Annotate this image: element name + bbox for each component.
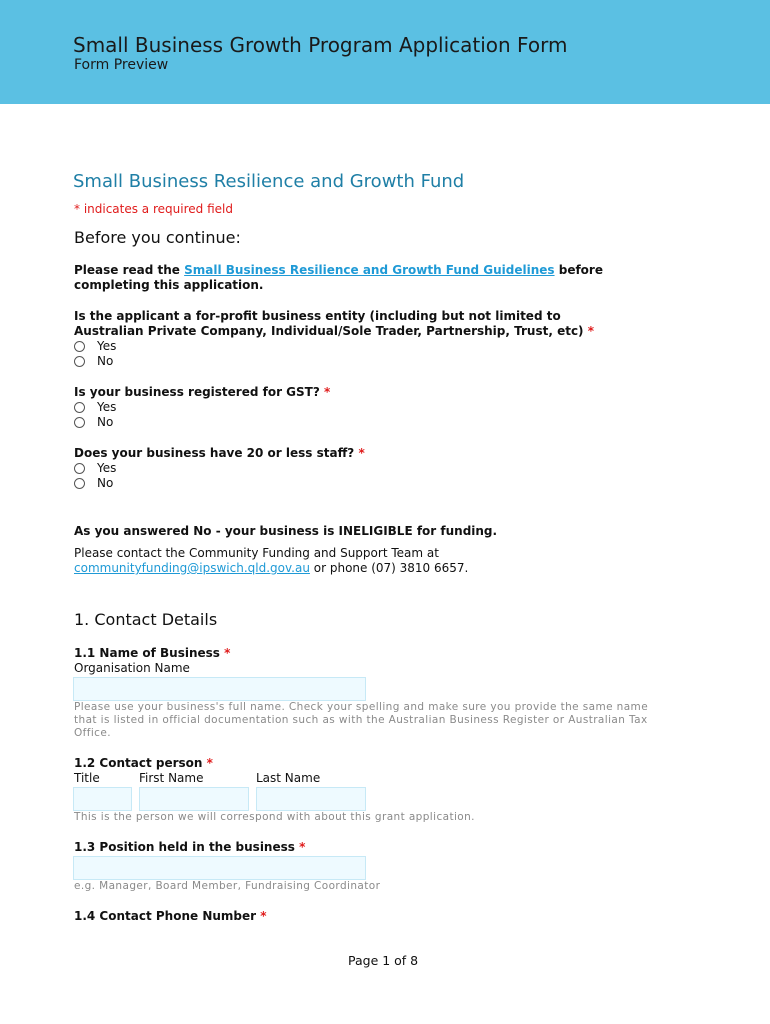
required-star: * (206, 756, 213, 770)
page-number: Page 1 of 8 (348, 953, 419, 968)
required-star: * (358, 446, 365, 460)
contact-email-link[interactable]: communityfunding@ipswich.qld.gov.au (74, 561, 310, 575)
required-note: * indicates a required field (74, 202, 233, 216)
title-input[interactable] (73, 787, 132, 811)
radio-gst-yes[interactable]: Yes (74, 400, 116, 414)
radio-circle-icon[interactable] (74, 417, 85, 428)
required-star: * (299, 840, 306, 854)
required-star: * (587, 324, 595, 338)
question-for-profit: Is the applicant a for-profit business entity (including but not limited to (74, 309, 561, 323)
section-contact-details: 1. Contact Details (74, 610, 218, 629)
question-staff: Does your business have 20 or less staff? * (74, 446, 365, 460)
label-phone: 1.4 Contact Phone Number * (74, 909, 267, 923)
ineligible-heading: As you answered No - your business is INELIGIBLE for funding. (74, 524, 498, 538)
label-position: 1.3 Position held in the business * (74, 840, 306, 854)
contact-team-text: Please contact the Community Funding and Support Team at (74, 546, 439, 560)
label-title: Title (74, 771, 100, 785)
label-last-name: Last Name (256, 771, 321, 785)
radio-circle-icon[interactable] (74, 341, 85, 352)
form-subtitle: Form Preview (74, 57, 169, 73)
radio-staff-no[interactable]: No (74, 476, 113, 490)
hint-business-name-2: that is listed in official documentation such as with the Australian Business Register or Australian Tax (74, 714, 648, 726)
hint-business-name-3: Office. (74, 727, 111, 739)
guidelines-text: Please read the Small Business Resilience and Growth Fund Guidelines before (74, 263, 603, 277)
radio-circle-icon[interactable] (74, 463, 85, 474)
label-first-name: First Name (139, 771, 204, 785)
question-gst: Is your business registered for GST? * (74, 385, 331, 399)
required-star: * (324, 385, 331, 399)
radio-for-profit-yes[interactable]: Yes (74, 339, 116, 353)
last-name-input[interactable] (256, 787, 366, 811)
radio-circle-icon[interactable] (74, 478, 85, 489)
hint-business-name-1: Please use your business's full name. Check your spelling and make sure you provide the same name (74, 701, 649, 713)
fund-title: Small Business Resilience and Growth Fund (73, 171, 465, 192)
before-heading: Before you continue: (74, 228, 241, 247)
guidelines-text-line2: completing this application. (74, 278, 264, 292)
radio-staff-yes[interactable]: Yes (74, 461, 116, 475)
required-star: * (260, 909, 267, 923)
label-business-name: 1.1 Name of Business * (74, 646, 231, 660)
hint-position: e.g. Manager, Board Member, Fundraising Coordinator (74, 880, 381, 892)
hint-contact-person: This is the person we will correspond with about this grant application. (74, 811, 475, 823)
label-organisation-name: Organisation Name (74, 661, 190, 675)
contact-team-line2: communityfunding@ipswich.qld.gov.au or phone (07) 3810 6657. (74, 561, 469, 575)
radio-circle-icon[interactable] (74, 402, 85, 413)
radio-gst-no[interactable]: No (74, 415, 113, 429)
position-input[interactable] (73, 856, 366, 880)
radio-circle-icon[interactable] (74, 356, 85, 367)
form-header (0, 0, 770, 104)
radio-for-profit-no[interactable]: No (74, 354, 113, 368)
label-contact-person: 1.2 Contact person * (74, 756, 213, 770)
guidelines-link[interactable]: Small Business Resilience and Growth Fund Guidelines (184, 263, 555, 277)
question-for-profit-line2: Australian Private Company, Individual/Sole Trader, Partnership, Trust, etc) * (74, 324, 595, 338)
first-name-input[interactable] (139, 787, 249, 811)
required-star: * (224, 646, 231, 660)
form-title: Small Business Growth Program Application Form (73, 33, 568, 57)
organisation-name-input[interactable] (73, 677, 366, 701)
